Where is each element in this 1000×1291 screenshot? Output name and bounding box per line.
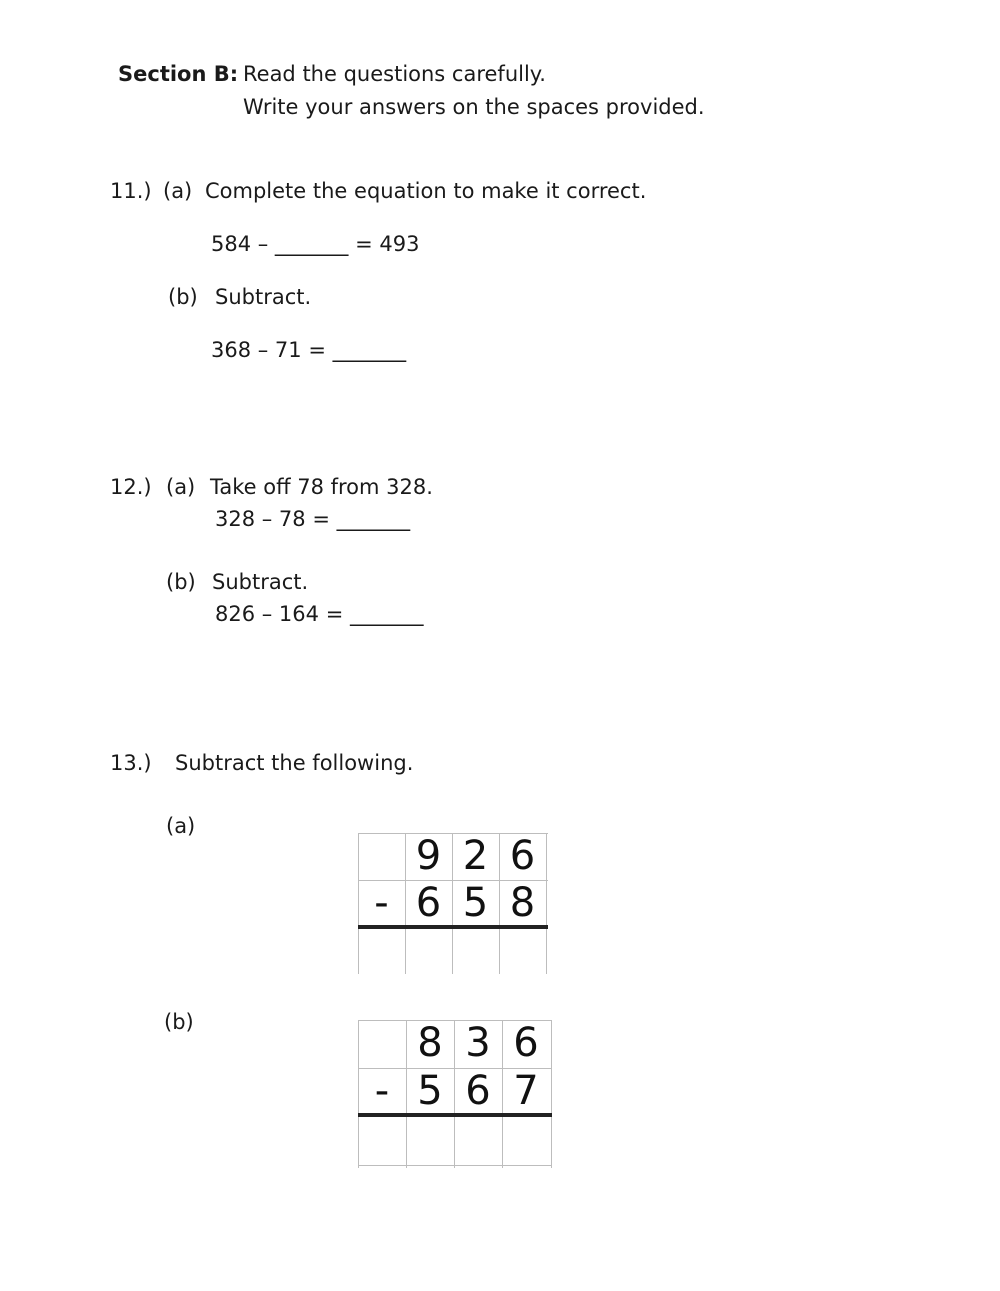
question-11a-text: Complete the equation to make it correct.: [205, 179, 647, 203]
question-11b-label: (b): [168, 285, 198, 309]
grid-a-answer-cell-2[interactable]: [405, 927, 452, 974]
grid-a-answer-cell-4[interactable]: [499, 927, 546, 974]
grid-b-answer-cell-1[interactable]: [358, 1117, 406, 1164]
instruction-line-1: Read the questions carefully.: [243, 62, 546, 86]
grid-b-bottom-digit-3: 6: [465, 1068, 491, 1114]
question-12-number: 12.): [110, 475, 152, 499]
grid-b-top-digit-4: 6: [513, 1020, 539, 1066]
grid-a-answer-cell-3[interactable]: [452, 927, 499, 974]
question-13a-label: (a): [166, 814, 196, 838]
grid-b-top-digit-3: 3: [465, 1020, 491, 1066]
question-13-number: 13.): [110, 751, 152, 775]
question-13-text: Subtract the following.: [175, 751, 414, 775]
grid-a-top-digit-2: 9: [415, 833, 442, 879]
question-11a-label: (a): [163, 179, 193, 203]
subtraction-grid-b: [358, 1020, 552, 1168]
grid-a-bottom-digit-4: 8: [509, 880, 536, 926]
question-11b-equation[interactable]: 368 – 71 = _______: [211, 338, 407, 362]
question-12a-text: Take off 78 from 328.: [210, 475, 433, 499]
question-12b-label: (b): [166, 570, 196, 594]
question-13b-label: (b): [164, 1010, 194, 1034]
grid-b-top-digit-1: [358, 1020, 406, 1067]
subtraction-grid-a: [358, 833, 548, 974]
question-12b-text: Subtract.: [212, 570, 309, 594]
section-label: Section B:: [118, 62, 239, 86]
question-11-number: 11.): [110, 179, 152, 203]
grid-b-answer-cell-2[interactable]: [406, 1117, 454, 1164]
grid-a-answer-cell-1[interactable]: [358, 927, 405, 974]
grid-a-top-digit-4: 6: [509, 833, 536, 879]
grid-a-minus-sign: -: [374, 880, 389, 926]
question-11a-equation[interactable]: 584 – _______ = 493: [211, 232, 420, 256]
question-12a-label: (a): [166, 475, 196, 499]
question-12a-equation[interactable]: 328 – 78 = _______: [215, 507, 411, 531]
question-12b-equation[interactable]: 826 – 164 = _______: [215, 602, 424, 626]
grid-b-minus-sign: -: [374, 1068, 390, 1114]
grid-b-bottom-digit-4: 7: [513, 1068, 539, 1114]
grid-a-top-digit-3: 2: [462, 833, 489, 879]
grid-b-answer-cell-4[interactable]: [502, 1117, 550, 1164]
grid-b-top-digit-2: 8: [417, 1020, 443, 1066]
grid-a-bottom-digit-3: 5: [462, 880, 489, 926]
grid-a-bottom-digit-2: 6: [415, 880, 442, 926]
instruction-line-2: Write your answers on the spaces provided.: [243, 95, 705, 119]
grid-b-bottom-digit-2: 5: [417, 1068, 443, 1114]
grid-b-answer-cell-3[interactable]: [454, 1117, 502, 1164]
question-11b-text: Subtract.: [215, 285, 312, 309]
grid-a-top-digit-1: [358, 833, 405, 880]
